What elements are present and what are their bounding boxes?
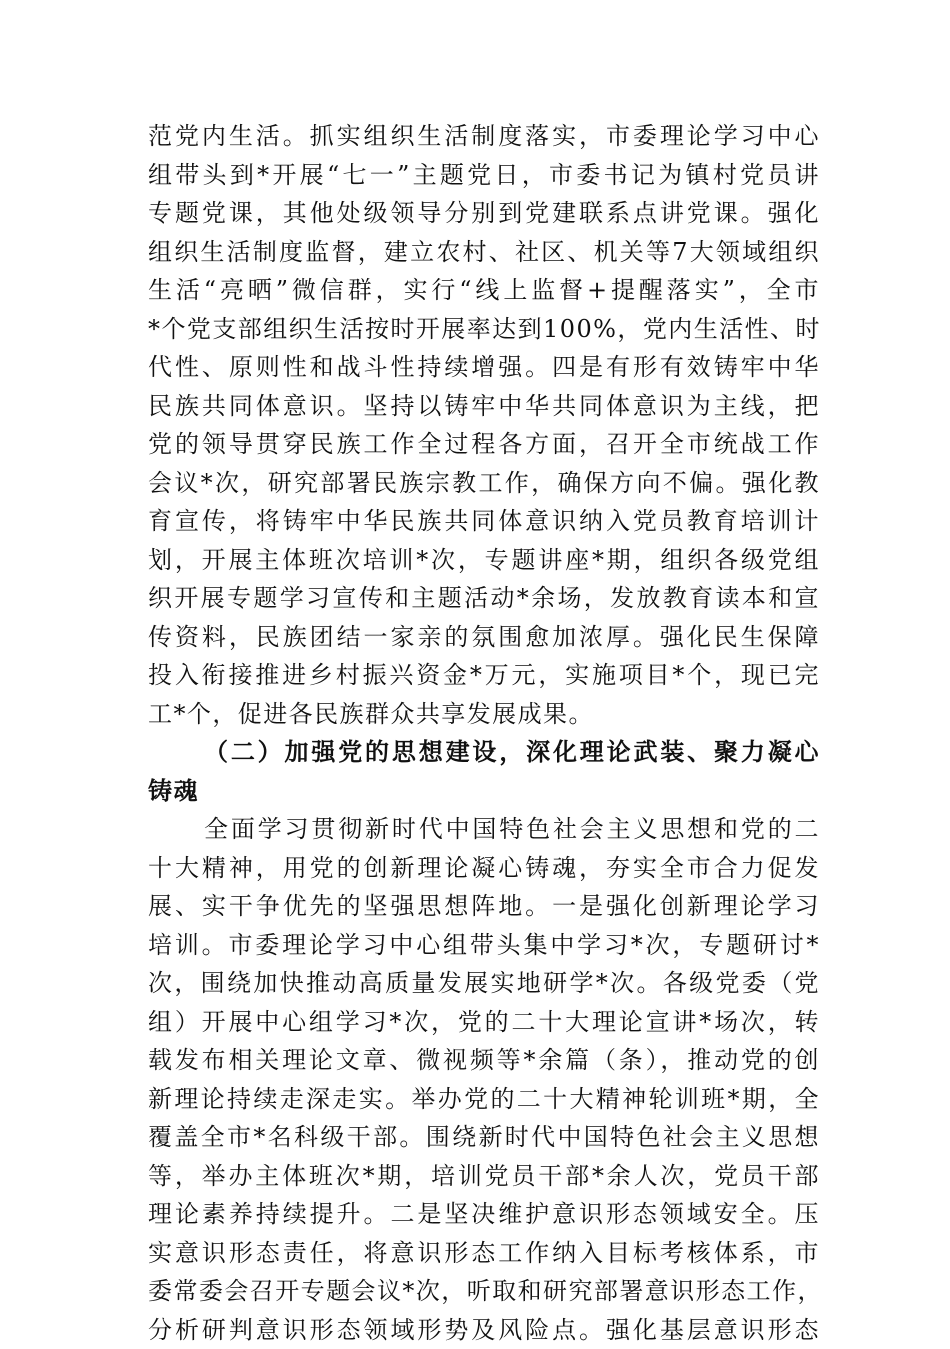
paragraph-line: 党的领导贯穿民族工作全过程各方面，召开全市统战工作 [148, 425, 820, 464]
paragraph-line: 民族共同体意识。坚持以铸牢中华共同体意识为主线，把 [148, 387, 820, 426]
paragraph-line: 全面学习贯彻新时代中国特色社会主义思想和党的二 [148, 810, 820, 849]
paragraph-line: 实意识形态责任，将意识形态工作纳入目标考核体系，市 [148, 1234, 820, 1273]
paragraph-line: 工*个，促进各民族群众共享发展成果。 [148, 695, 820, 734]
paragraph-line: 十大精神，用党的创新理论凝心铸魂，夯实全市合力促发 [148, 849, 820, 888]
paragraph-line: 划，开展主体班次培训*次，专题讲座*期，组织各级党组 [148, 541, 820, 580]
paragraph-line: 会议*次，研究部署民族宗教工作，确保方向不偏。强化教 [148, 464, 820, 503]
paragraph-line: 等，举办主体班次*期，培训党员干部*余人次，党员干部 [148, 1157, 820, 1196]
paragraph-line: 组）开展中心组学习*次，党的二十大理论宣讲*场次，转 [148, 1003, 820, 1042]
paragraph-line: 委常委会召开专题会议*次，听取和研究部署意识形态工作， [148, 1272, 820, 1311]
paragraph-line: 次，围绕加快推动高质量发展实地研学*次。各级党委（党 [148, 964, 820, 1003]
paragraph-line: 范党内生活。抓实组织生活制度落实，市委理论学习中心 [148, 117, 820, 156]
paragraph-line: 传资料，民族团结一家亲的氛围愈加浓厚。强化民生保障 [148, 618, 820, 657]
section-heading-line: （二）加强党的思想建设，深化理论武装、聚力凝心 [148, 733, 820, 772]
paragraph-line: 专题党课，其他处级领导分别到党建联系点讲党课。强化 [148, 194, 820, 233]
paragraph-line: 组织生活制度监督，建立农村、社区、机关等7大领域组织 [148, 233, 820, 272]
paragraph-line: 分析研判意识形态领域形势及风险点。强化基层意识形态 [148, 1311, 820, 1349]
paragraph-line: 织开展专题学习宣传和主题活动*余场，发放教育读本和宣 [148, 579, 820, 618]
paragraph-line: 培训。市委理论学习中心组带头集中学习*次，专题研讨* [148, 926, 820, 965]
paragraph-line: 育宣传，将铸牢中华民族共同体意识纳入党员教育培训计 [148, 502, 820, 541]
paragraph-line: 新理论持续走深走实。举办党的二十大精神轮训班*期，全 [148, 1080, 820, 1119]
paragraph-line: 载发布相关理论文章、微视频等*余篇（条），推动党的创 [148, 1041, 820, 1080]
document-body-text [148, 117, 820, 1349]
paragraph-line: 覆盖全市*名科级干部。围绕新时代中国特色社会主义思想 [148, 1118, 820, 1157]
section-heading-line: 铸魂 [148, 772, 820, 811]
paragraph-line: *个党支部组织生活按时开展率达到100%，党内生活性、时 [148, 310, 820, 349]
paragraph-line: 生活“亮晒”微信群，实行“线上监督+提醒落实”，全市 [148, 271, 820, 310]
paragraph-line: 投入衔接推进乡村振兴资金*万元，实施项目*个，现已完 [148, 656, 820, 695]
paragraph-line: 组带头到*开展“七一”主题党日，市委书记为镇村党员讲 [148, 156, 820, 195]
paragraph-line: 代性、原则性和战斗性持续增强。四是有形有效铸牢中华 [148, 348, 820, 387]
paragraph-line: 展、实干争优先的坚强思想阵地。一是强化创新理论学习 [148, 887, 820, 926]
paragraph-line: 理论素养持续提升。二是坚决维护意识形态领域安全。压 [148, 1195, 820, 1234]
